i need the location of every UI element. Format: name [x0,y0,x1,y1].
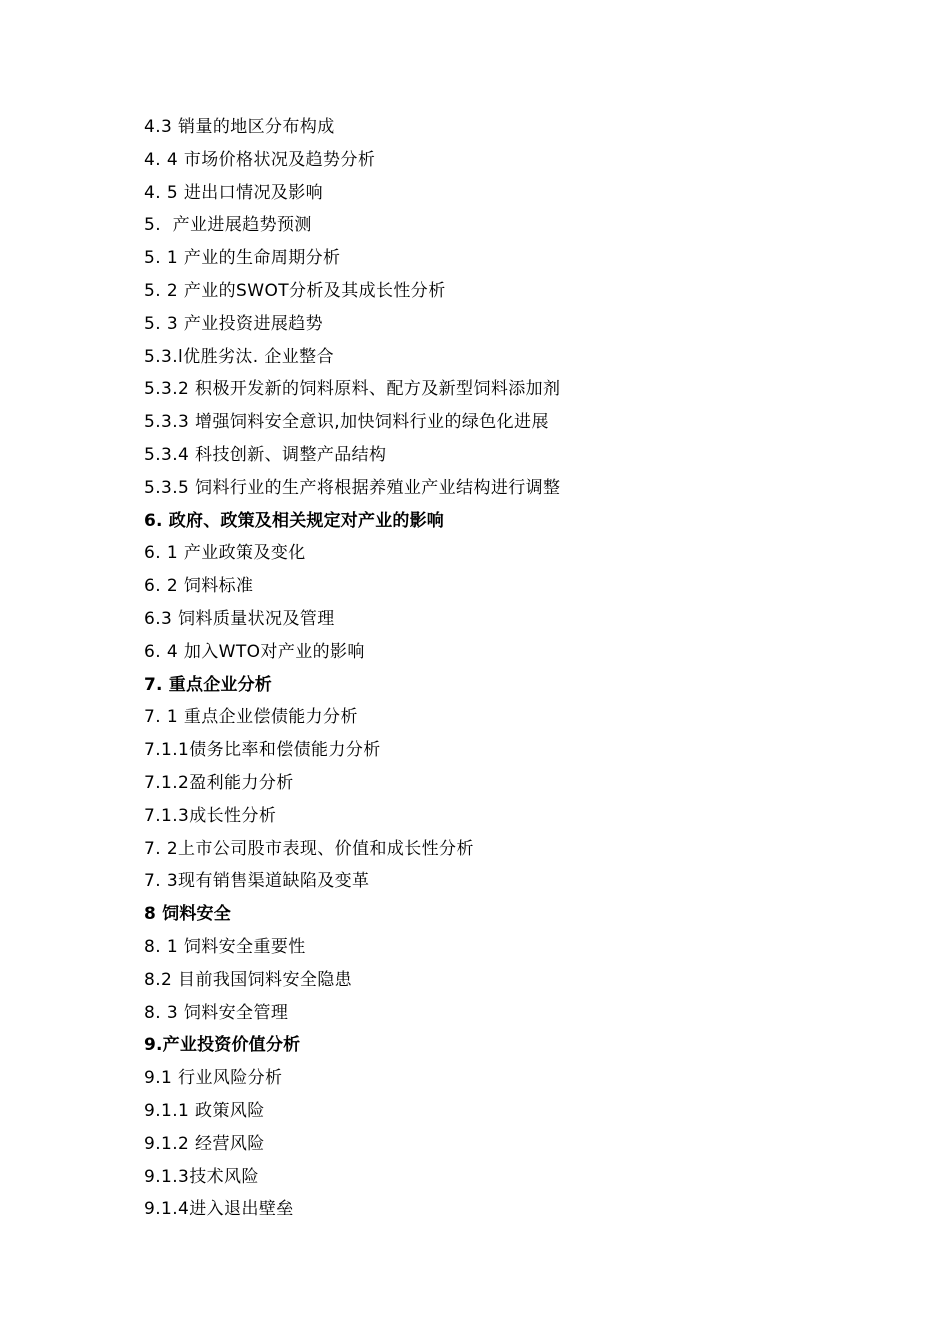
toc-line: 9.1.1 政策风险 [144,1100,265,1121]
toc-line: 9.1.4进入退出壁垒 [144,1199,294,1220]
toc-line: 7. 1 重点企业偿债能力分析 [144,707,358,728]
toc-line: 6. 2 饲料标准 [144,576,254,597]
toc-line: 7. 3现有销售渠道缺陷及变革 [144,871,370,892]
toc-line: 7.1.2盈利能力分析 [144,772,294,793]
toc-line: 5.3.4 科技创新、调整产品结构 [144,444,387,465]
toc-section-heading: 9.产业投资价值分析 [144,1035,301,1056]
toc-line: 8. 3 饲料安全管理 [144,1002,289,1023]
toc-line: 9.1 行业风险分析 [144,1068,283,1089]
toc-line: 5. 1 产业的生命周期分析 [144,248,341,269]
toc-line: 6. 4 加入WTO对产业的影响 [144,641,365,662]
toc-line: 6. 1 产业政策及变化 [144,543,306,564]
toc-line: 9.1.2 经营风险 [144,1133,265,1154]
toc-line: 5.3.2 积极开发新的饲料原料、配方及新型饲料添加剂 [144,379,561,400]
toc-line: 7.1.1债务比率和偿债能力分析 [144,740,381,761]
toc-line: 5.3.l优胜劣汰. 企业整合 [144,346,334,367]
toc-line: 7.1.3成长性分析 [144,805,277,826]
toc-line: 5.3.5 饲料行业的生产将根据养殖业产业结构进行调整 [144,477,561,498]
toc-section-heading: 8 饲料安全 [144,904,231,925]
toc-line: 4. 5 进出口情况及影响 [144,182,324,203]
toc-line: 5. 2 产业的SWOT分析及其成长性分析 [144,280,446,301]
toc-line: 5.3.3 增强饲料安全意识,加快饲料行业的绿色化进展 [144,412,549,433]
toc-section-heading: 6. 政府、政策及相关规定对产业的影响 [144,510,445,531]
table-of-contents [144,111,904,1226]
toc-line: 4.3 销量的地区分布构成 [144,117,335,137]
toc-line: 8. 1 饲料安全重要性 [144,936,306,957]
toc-line: 9.1.3技术风险 [144,1166,259,1187]
toc-line: 6.3 饲料质量状况及管理 [144,608,335,629]
toc-line: 4. 4 市场价格状况及趋势分析 [144,149,376,170]
toc-line: 5. 3 产业投资进展趋势 [144,313,324,334]
toc-line: 8.2 目前我国饲料安全隐患 [144,969,353,990]
toc-line: 5. 产业进展趋势预测 [144,215,312,236]
toc-line: 7. 2上市公司股市表现、价值和成长性分析 [144,838,474,859]
toc-section-heading: 7. 重点企业分析 [144,674,273,695]
